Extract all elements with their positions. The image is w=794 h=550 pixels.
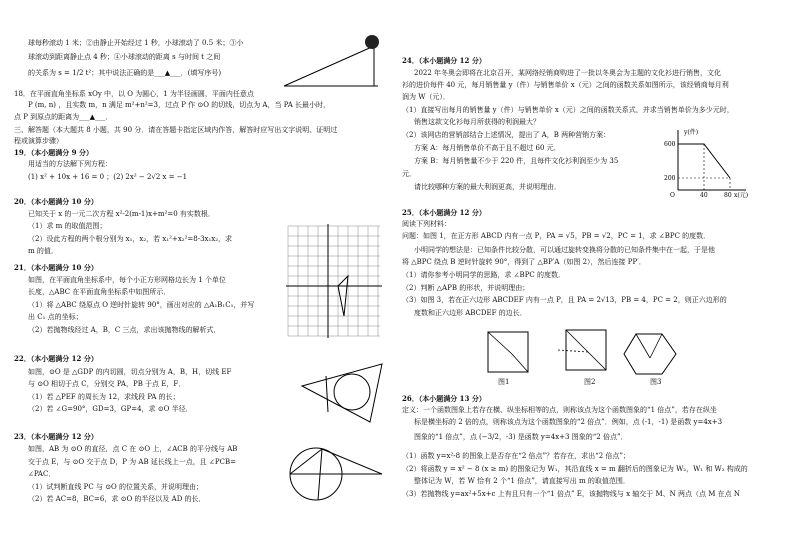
text-line: （1）将 △ABC 绕原点 O 逆时针旋转 90°，画出对应的 △A₁B₁C₁，并写 [28, 301, 255, 309]
text-line: （2）判断 △APB 的形状，并说明理由； [402, 284, 530, 292]
text-line: （2）若抛物线经过 A，B，C 三点，求出该抛物线的解析式． [28, 326, 221, 334]
question-21-heading: 21．（本小题满分 10 分） [14, 263, 98, 272]
question-20-heading: 20．（本小题满分 10 分） [14, 197, 98, 206]
text-line: 元． [402, 170, 416, 178]
coordinate-grid-figure [284, 222, 384, 342]
question-18: 18．在平面直角坐标系 xOy 中，以 O 为圆心，1 为半径画圆，平面内任意点 [14, 90, 254, 98]
text-line: 球滚动到距离静止点 4 秒；④小球滚动的距离 s 与时间 t 之间 [28, 53, 221, 61]
text-line: 将 △BPC 绕点 B 逆时针旋转 90°，得到了 △BP′A（如图 2），然后连接 PP′． [402, 258, 646, 266]
text-line: （2）若 AC=8，BC=6，求 ⊙O 的半径以及 AD 的长． [28, 495, 206, 503]
ball-icon [365, 35, 379, 49]
text-line: （1）试判断直线 PC 与 ⊙O 的位置关系，并说明理由； [28, 483, 204, 491]
question-26-heading: 26．（本小题满分 13 分） [402, 394, 486, 403]
text-line: 点 P 到原点的距离为___▲___． [14, 113, 113, 121]
text-line: （2）若 ∠G=90°，GD=3，GP=4，求 ⊙O 半径． [28, 405, 193, 413]
text-line: 出 C₁ 点的坐标； [28, 313, 83, 321]
text-line: 销售这款文化衫每月所获得的利润最大？ [414, 118, 540, 126]
text-line: 问题：如图 1，在正方形 ABCD 内有一点 P，PA = √5，PB = √2，PC = 1，求 ∠BPC 的度数． [402, 232, 711, 240]
text-line: 交于点 E，与 ⊙O 交于点 D，P 为 AB 延长线上一点，且 ∠PCB= [28, 458, 236, 466]
question-24-heading: 24．（本小题满分 12 分） [402, 56, 486, 65]
text-line: 方案 A：每月销售单价不高于且不超过 60 元． [414, 144, 561, 152]
text-line: （1）求 m 的取值范围； [28, 222, 107, 230]
question-22-heading: 22．（本小题满分 12 分） [14, 354, 98, 363]
figure-2-square [556, 326, 616, 378]
graph-ylabel: y(件) [684, 129, 699, 136]
text-line: 阅读下列材料： [402, 220, 451, 228]
text-line: （1）函数 y=x²-8 的图象上是否存在“2 倍点”？若存在，求出“2 倍点”； [402, 452, 630, 460]
figure-2-caption: 图2 [584, 378, 596, 386]
text-line: （3）若抛物线 y=ax²+5x+c 上有且只有一个“1 倍点” E，该抛物线与 x 轴交于 M、N 两点（点 M 在点 N [402, 490, 740, 498]
text-line: （1）若 △PEF 的周长为 12，求线段 PA 的长； [28, 393, 180, 401]
graph-xlabel: x(元) [734, 192, 749, 198]
text-line: 长度，△ABC 在平面直角坐标系中如图所示． [28, 288, 171, 296]
text-line: 图象的“1 倍点”，点 (−3/2，-3) 是函数 y=4x+3 图象的“2 倍点”． [414, 433, 628, 441]
text-line: 球每秒滚动 1 米；②由静止开始经过 1 秒，小球滚动了 0.5 米；③小 [28, 39, 244, 47]
text-line: ∠PAC． [28, 470, 56, 478]
question-19-heading: 19．（本小题满分 9 分） [14, 148, 93, 157]
figure-3-caption: 图3 [650, 378, 662, 386]
figure-1-caption: 图1 [498, 378, 510, 386]
text-line: 衫的进价每件 40 元，每月销售量 y（件）与销售单价 x（元）之间的函数关系如图所示，该经销商每月利 [402, 81, 729, 89]
graph-x-tick: 40 [700, 192, 708, 198]
text-line: 2022 年冬奥会即将在北京召开，某网络经销商购进了一批以冬奥会为主题的文化衫进行销售，文化 [414, 69, 722, 77]
text-line: 方案 B：每月销售量不少于 220 件，且每件文化衫利润至少为 35 [414, 157, 619, 165]
graph-y-tick: 200 [664, 175, 676, 182]
text-line: 如图，在平面直角坐标系中，每个小正方形网格边长为 1 个单位 [28, 276, 226, 284]
text-line: 已知关于 x 的一元二次方程 x²-2(m-1)x+m²=0 有实数根． [28, 210, 215, 218]
text-line: (1) x² + 10x + 16 = 0 ；(2) 2x² − 2√2 x = −1 [28, 173, 188, 181]
text-line: （2）设此方程的两个根分别为 x₁，x₂，若 x₁²+x₂²=8-3x₁x₂，求 [28, 235, 233, 243]
text-line: 程或演算步骤） [14, 137, 63, 145]
text-line: 定义：一个函数图象上若存在横、纵坐标相等的点，则称该点为这个函数图象的“1 倍点”，若存在纵坐 [402, 406, 717, 414]
text-line: 用适当的方法解下列方程： [28, 160, 112, 168]
question-25-heading: 25．（本小题满分 12 分） [402, 208, 486, 217]
text-line: （1）直接写出每月的销售量 y（件）与销售单价 x（元）之间的函数关系式，并求当销售单价为多少元时， [402, 106, 734, 114]
circle-diameter-figure [282, 440, 386, 510]
text-line: 整体记为 W，若 W 恰有 2 个“1 倍点”，请直接写出 m 的取值范围． [414, 477, 630, 485]
question-23-heading: 23．（本小题满分 12 分） [14, 432, 98, 441]
text-line: （2）该网店的营销部结合上述情况，提出了 A，B 两种营销方案： [402, 131, 611, 139]
text-line: m 的值． [28, 247, 58, 255]
text-line: P (m, n) ，且实数 m，n 满足 m²+n²=3，过点 P 作 ⊙O 的切线，切点为 A，当 PA 长最小时， [28, 101, 331, 109]
text-line: 如图，⊙O 是 △GDP 的内切圆，切点分别为 A，B，H，切线 EF [28, 368, 232, 376]
text-line: 标是横坐标的 2 倍的点，则称该点为这个函数图象的“2 倍点”．例如，点 (-1，-1) 是函数 y=4x+3 [414, 418, 723, 426]
text-line: 度数和正六边形 ABCDEF 的边长． [414, 309, 527, 317]
graph-origin: O [670, 192, 675, 198]
text-line: （2）将函数 y = x² − 8 (x ≥ m) 的图象记为 W₁，其沿直线 x = m 翻折后的图象记为 W₂，W₁ 和 W₂ 构成的 [402, 465, 748, 473]
text-line: （1）请你参考小明同学的思路，求 ∠BPC 的度数． [402, 271, 565, 279]
text-line: 润为 W（元）． [402, 93, 450, 101]
section-heading: 三、解答题（本大题共 8 小题，共 90 分．请在答题卡指定区域内作答，解答时应写出文字说明、证明过 [14, 126, 338, 134]
graph-x-tick: 80 [724, 192, 732, 198]
figure-3-hexagon [622, 330, 682, 376]
text-line: （3）如图 3，若在正六边形 ABCDEF 内有一点 P，且 PA = 2√13，PB = 4，PC = 2，则正六边形的 [402, 296, 727, 304]
text-line: 请比较哪种方案的最大利润更高，并说明理由． [414, 183, 561, 191]
text-line: 如图，AB 为 ⊙O 的直径，点 C 在 ⊙O 上，∠ACB 的平分线与 AB [28, 445, 238, 453]
inscribed-circle-figure [300, 356, 386, 426]
figure-1-square [484, 328, 560, 378]
incline-figure [282, 34, 382, 90]
text-line: 与 ⊙O 相切于点 C，分别交 PA，PB 于点 E，F． [28, 380, 186, 388]
sales-graph [664, 126, 750, 198]
text-line: 的关系为 s = 1/2 t²；其中说法正确的是___▲___．(填写序号) [28, 69, 222, 77]
graph-y-tick: 600 [664, 141, 676, 148]
text-line: 小明同学的想法是：已知条件比较分散，可以通过旋转变换将分散的已知条件集中在一起，于是他 [414, 246, 715, 254]
